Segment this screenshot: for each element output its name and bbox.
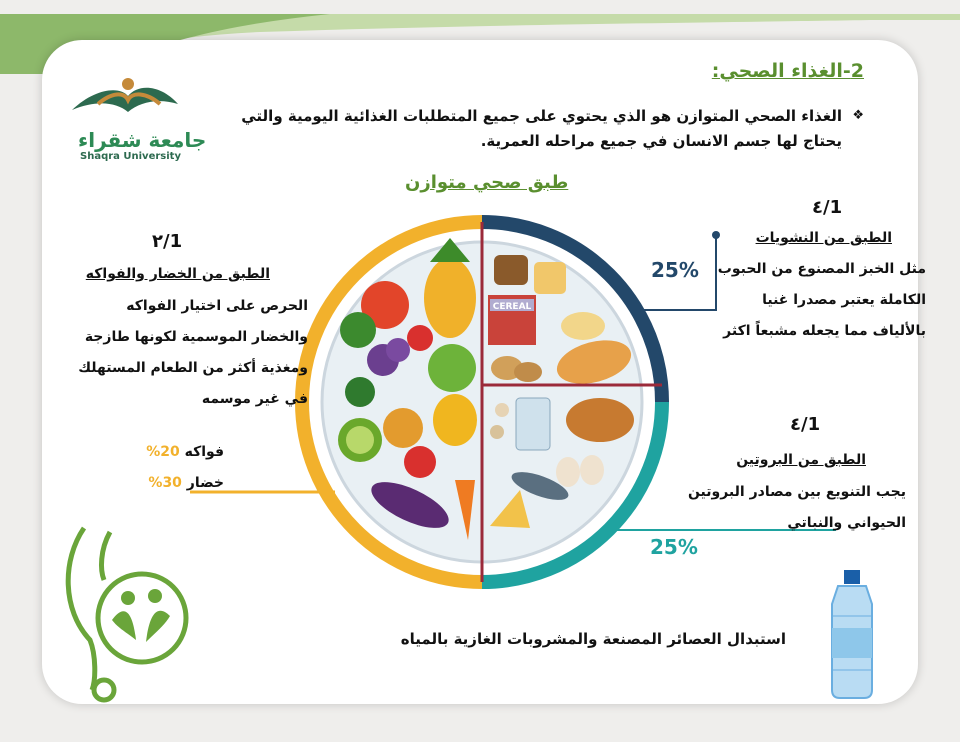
starches-line: بالألياف مما يجعله مشبعاً اكثر [723, 323, 926, 339]
logo-arabic-text: جامعة شقراء [78, 128, 207, 152]
people-wellness-icon [112, 589, 170, 642]
fruit-share [64, 437, 224, 468]
protein-line: يجب التنويع بين مصادر البروتين [687, 484, 906, 500]
intro-paragraph: الغذاء الصحي المتوازن هو الذي يحتوي على جميع المتطلبات الغذائية اليومية والتي يحتاج لها جسم الانسان في جميع مراحله العمرية. [241, 107, 842, 150]
starches-connector-dot [712, 231, 720, 239]
plate-title: طبق صحي متوازن [405, 172, 569, 193]
starches-line: الكاملة يعتبر مصدرا غنيا [762, 292, 926, 308]
protein-percent: 25% [650, 535, 698, 559]
protein-fraction: ٤/1 [790, 414, 821, 435]
starches-percent: 25% [651, 258, 699, 282]
produce-description [48, 291, 308, 415]
section-title: 2-الغذاء الصحي: [711, 60, 864, 82]
produce-line: في غير موسمه [201, 391, 308, 407]
produce-line: والخضار الموسمية لكونها طازجة [84, 329, 308, 345]
produce-line: الحرص على اختيار الفواكه [126, 298, 308, 314]
produce-heading: الطبق من الخضار والفواكه [85, 266, 270, 282]
vegetable-label: خضار [186, 475, 224, 491]
svg-text:CEREAL: CEREAL [492, 302, 532, 312]
fruit-percent: 20% [146, 444, 180, 460]
produce-fraction: ٢/1 [152, 231, 183, 252]
shaqra-university-logo [72, 78, 178, 112]
water-bottle-icon [832, 570, 872, 698]
protein-line: الحيواني والنباتي [787, 515, 906, 531]
starches-fraction: ٤/1 [812, 197, 843, 218]
vegetable-share [64, 468, 224, 499]
produce-line: ومغذية أكثر من الطعام المستهلك [78, 360, 308, 376]
starches-line: مثل الخبز المصنوع من الحبوب [717, 261, 926, 277]
protein-description [646, 477, 906, 539]
protein-heading: الطبق من البروتين [736, 452, 866, 468]
water-note: استبدال العصائر المصنعة والمشروبات الغازية بالمياه [400, 630, 786, 648]
fruit-label: فواكه [184, 444, 224, 460]
vegetable-percent: 30% [148, 475, 182, 491]
logo-english-text: Shaqra University [80, 151, 181, 162]
starches-heading: الطبق من النشويات [755, 230, 892, 246]
bullet-icon: ❖ [852, 108, 864, 123]
starches-description [706, 254, 926, 347]
